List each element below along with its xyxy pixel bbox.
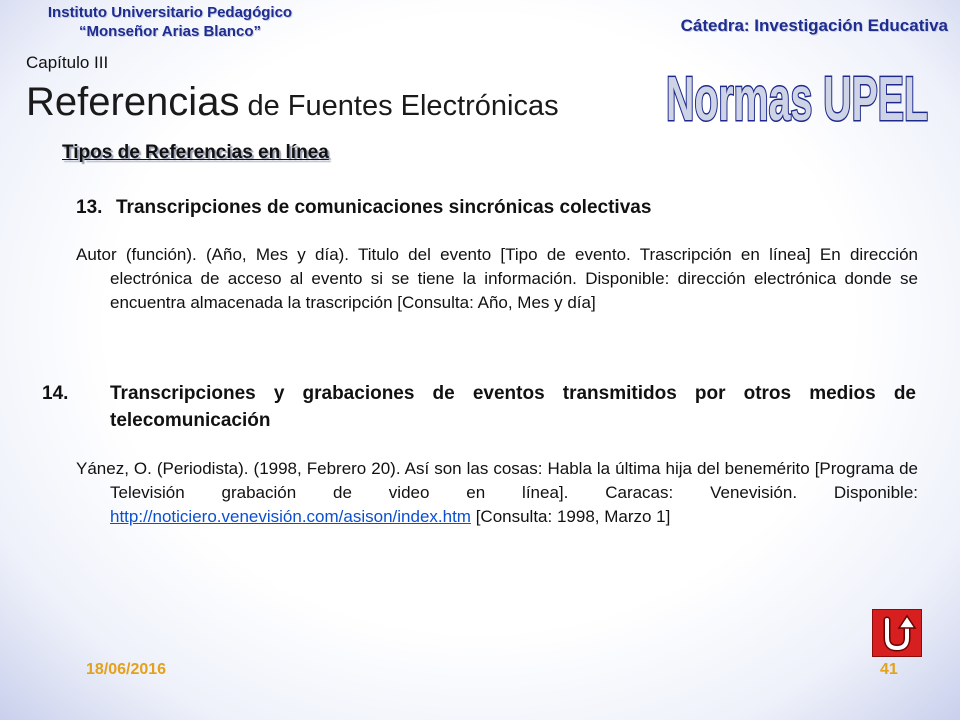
item-13-number: 13.: [76, 197, 103, 218]
section-heading: Tipos de Referencias en línea: [62, 142, 329, 163]
page-title-rest: de Fuentes Electrónicas: [239, 90, 559, 122]
return-nav-button[interactable]: [872, 609, 922, 657]
item-14-title-text: Transcripciones y grabaciones de eventos transmitidos por otros medios de telecomunicación: [110, 383, 916, 431]
reference-link[interactable]: http://noticiero.venevisión.com/asison/index.htm: [110, 507, 471, 526]
item-14-example-text: Yánez, O. (Periodista). (1998, Febrero 20). Así son las cosas: Habla la última hija del benemérito [Programa de Televisión grabación de video en línea]. Caracas: Venevisión. Disponible:: [76, 459, 918, 502]
page-number: 41: [880, 661, 898, 678]
item-13-description: Autor (función). (Año, Mes y día). Titulo del evento [Tipo de evento. Trascripción en línea] En dirección electrónica de acceso al evento si se tiene la información. Disponible: dirección electrónica donde se encuentra almacenada la trascripción [Consulta: Año, Mes y día]: [76, 245, 918, 312]
catedra-label: Cátedra: Investigación Educativa: [680, 16, 948, 35]
u-turn-return-icon: [873, 610, 921, 656]
item-14-example-consulta: [Consulta: 1998, Marzo 1]: [470, 507, 671, 526]
item-14-number: 14.: [42, 383, 69, 404]
item-13-title-text: Transcripciones de comunicaciones sincrónicas colectivas: [116, 197, 652, 218]
institution-name: [0, 3, 340, 41]
normas-upel-wordart: [662, 50, 942, 136]
page-title-main: Referencias: [26, 80, 240, 124]
item-13-title: [76, 194, 916, 221]
institution-line-1: Instituto Universitario Pedagógico: [47, 4, 293, 21]
item-14-title: [42, 380, 916, 434]
wordart-text: Normas UPEL: [666, 65, 928, 134]
footer-date: 18/06/2016: [86, 661, 167, 678]
institution-line-2: “Monseñor Arias Blanco”: [79, 23, 261, 40]
item-14-example: [76, 457, 918, 529]
page-title: [26, 80, 559, 125]
chapter-label: Capítulo III: [26, 53, 109, 72]
